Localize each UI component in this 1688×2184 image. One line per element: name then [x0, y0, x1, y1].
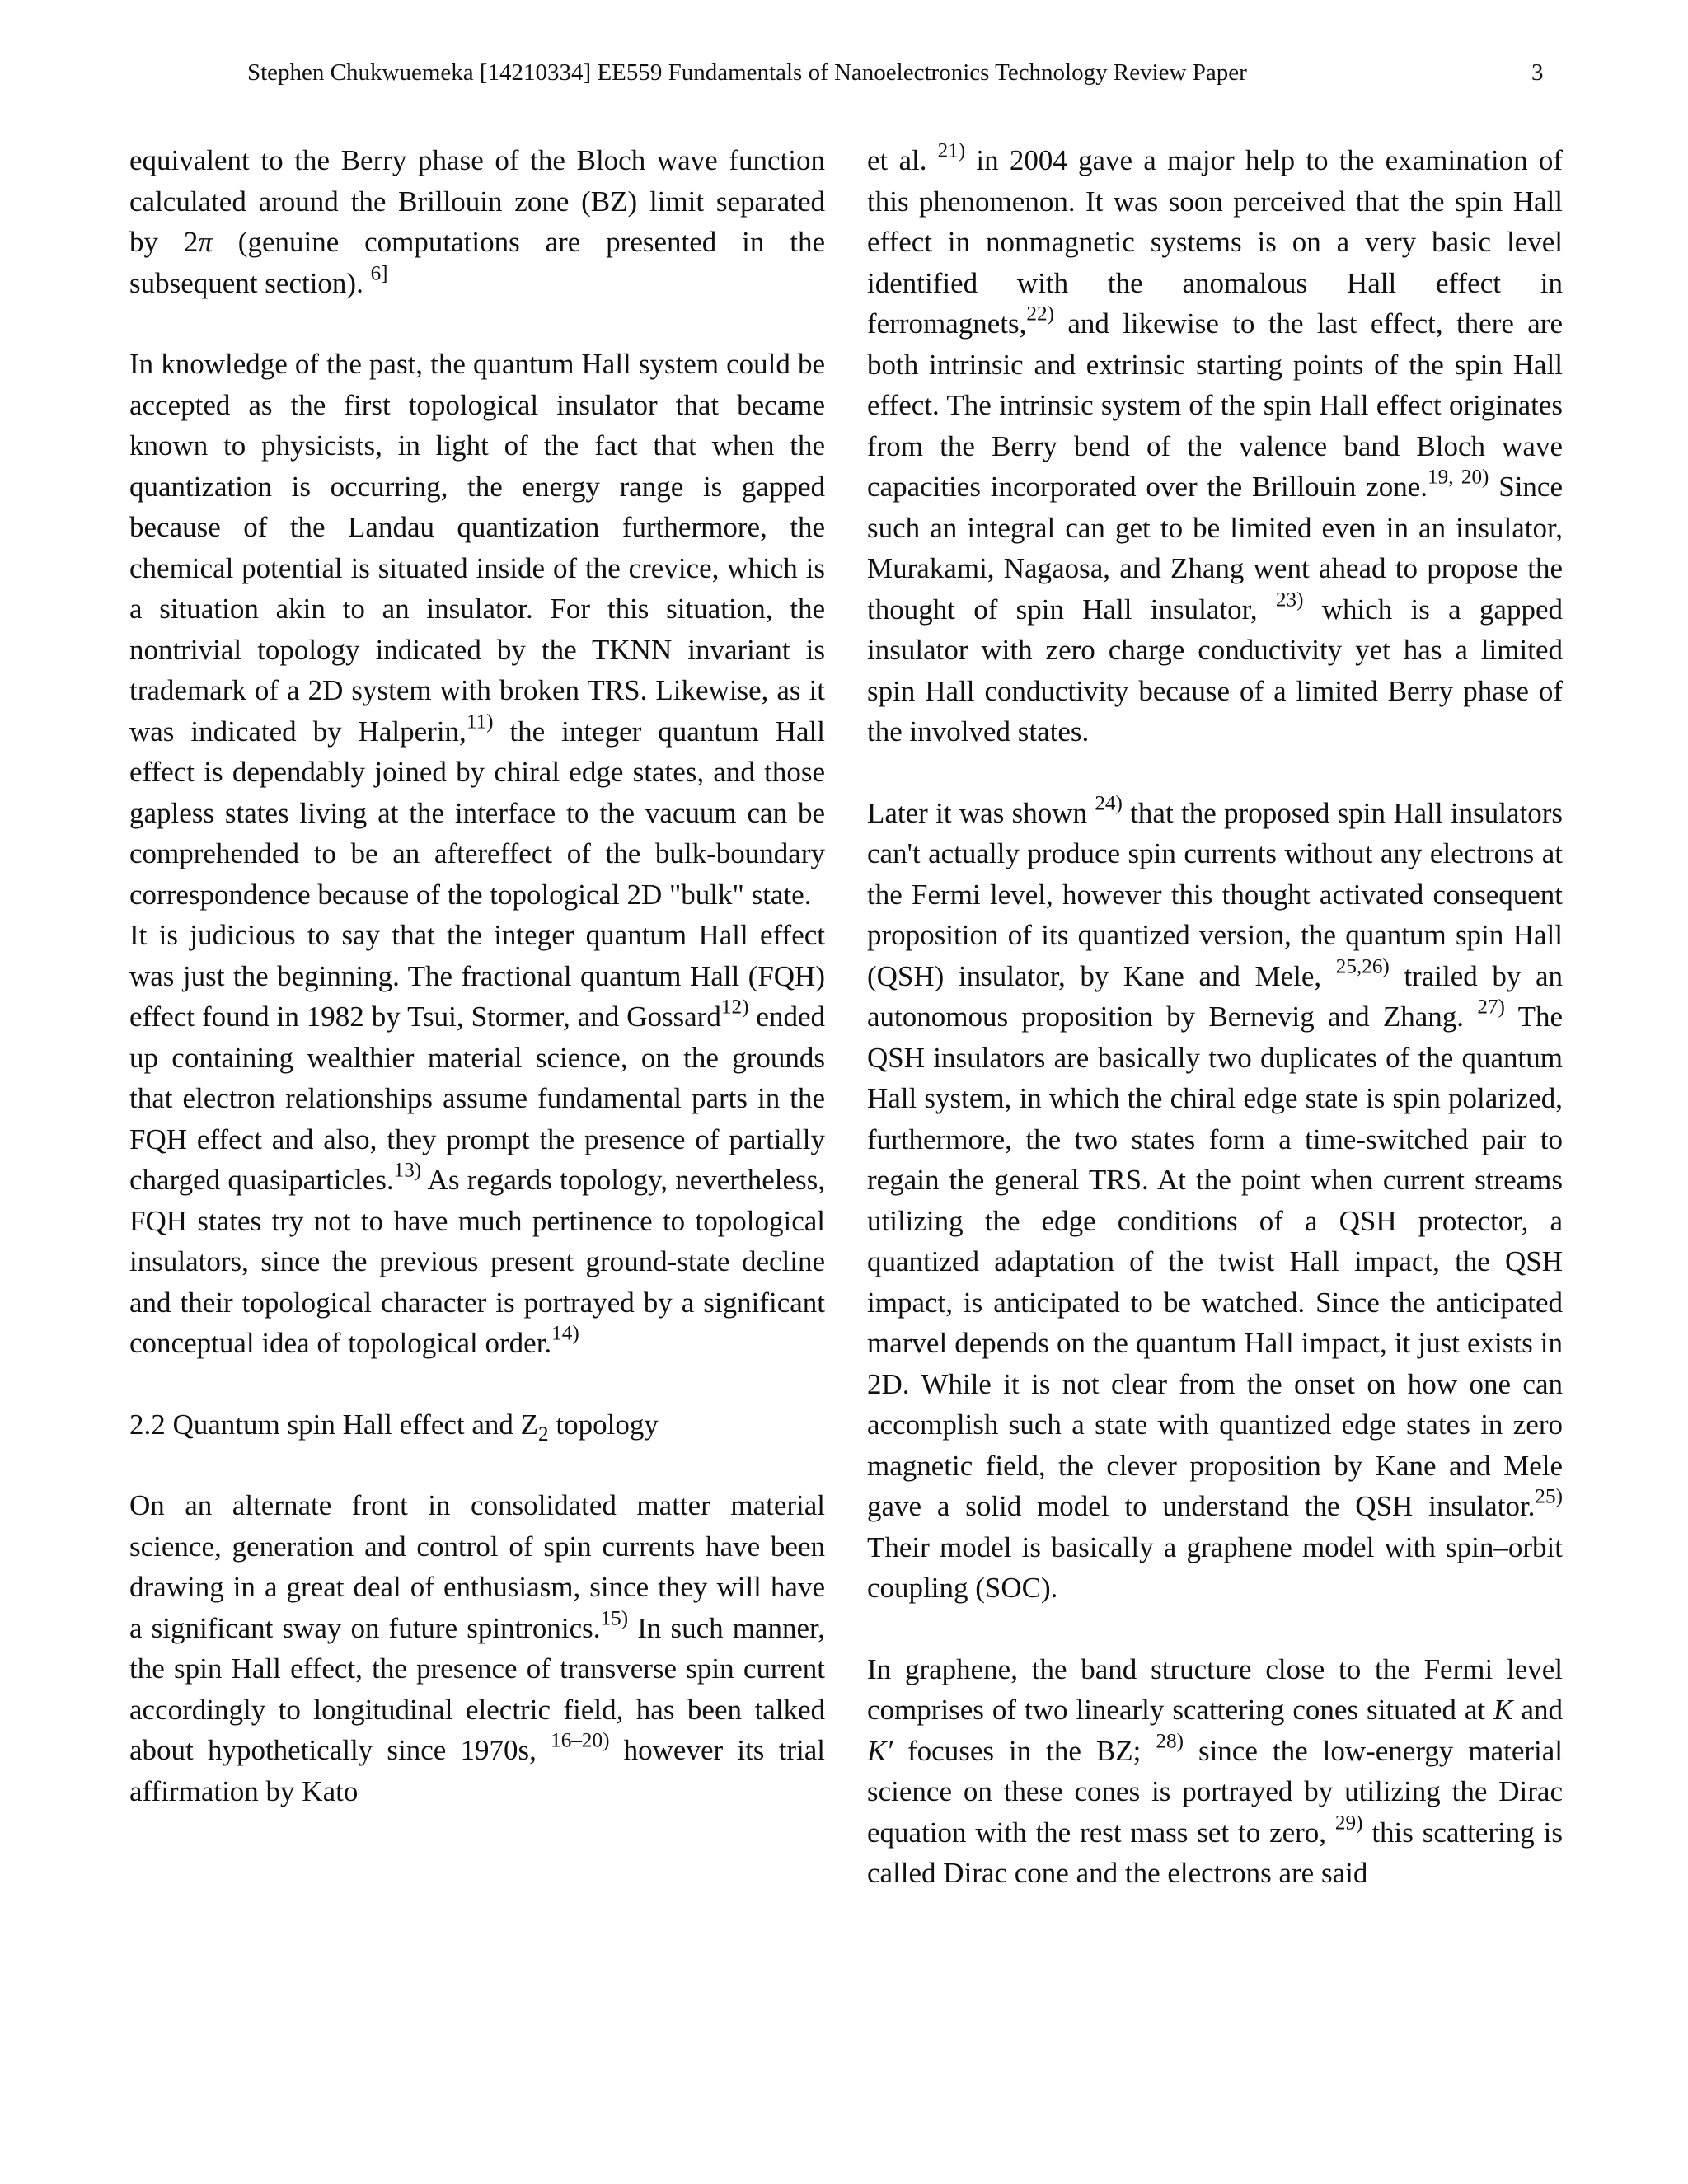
- reference-superscript: 12): [720, 996, 749, 1019]
- k-symbol: K: [1493, 1694, 1513, 1726]
- text-span: equivalent to the Berry phase of the Bloch wave function calculated around the Brillouin zone (BZ) limit separated by 2: [129, 144, 825, 258]
- reference-superscript: 14): [551, 1322, 579, 1345]
- reference-superscript: 25,26): [1335, 954, 1390, 977]
- reference-superscript: 29): [1334, 1811, 1363, 1834]
- paragraph-berry-phase: [129, 140, 825, 303]
- section-heading-2-2: [129, 1404, 825, 1446]
- text-span: and likewise to the last effect, there are both intrinsic and extrinsic starting points of the spin Hall effect. The intrinsic system of the spin Hall effect originates from the Berry bend of the valence band Bloch wave capacities incorporated over the Brillouin zone.: [867, 307, 1563, 503]
- text-span: which is a gapped insulator with zero charge conductivity yet has a limited spin Hall conductivity because of a limited Berry phase of the involved states.: [867, 593, 1563, 748]
- text-span: the integer quantum Hall effect is dependably joined by chiral edge states, and those gapless states living at the interface to the vacuum can be comprehended to be an aftereffect of the bulk-boundary correspondence because of the topological 2D "bulk" state.: [129, 715, 825, 911]
- text-span: In knowledge of the past, the quantum Hall system could be accepted as the first topological insulator that became known to physicists, in light of the fact that when the quantization is occurring, the energy range is gapped because of the Landau quantization furthermore, the chemical potential is situated inside of the crevice, which is a situation akin to an insulator. For this situation, the nontrivial topology indicated by the TKNN invariant is trademark of a 2D system with broken TRS. Likewise, as it was indicated by Halperin,: [129, 348, 825, 748]
- paragraph-quantum-hall-system: [129, 344, 825, 915]
- reference-superscript: 24): [1095, 791, 1123, 814]
- reference-superscript: 23): [1275, 588, 1304, 611]
- text-span: this scattering is called Dirac cone and the electrons are said: [867, 1816, 1563, 1889]
- paragraph-qsh-insulator: [867, 793, 1563, 1609]
- text-span: Since such an integral can get to be limited even in an insulator, Murakami, Nagaosa, and Zhang went ahead to propose the thought of spin Hall insulator,: [867, 471, 1563, 626]
- paragraph-spin-currents: [129, 1485, 825, 1811]
- reference-superscript: 11): [466, 710, 494, 733]
- text-span: however its trial affirmation by Kato: [129, 1734, 825, 1807]
- text-span: 2.2 Quantum spin Hall effect and Z: [129, 1408, 539, 1441]
- reference-superscript: 15): [600, 1606, 629, 1629]
- text-span: It is judicious to say that the integer quantum Hall effect was just the beginning. The fractional quantum Hall (FQH) effect found in 1982 by Tsui, Stormer, and Gossard: [129, 919, 825, 1033]
- paragraph-spin-hall-effect: [867, 140, 1563, 752]
- text-span: In such manner, the spin Hall effect, the presence of transverse spin current accordingly to longitudinal electric field, has been talked about hypothetically since 1970s,: [129, 1611, 826, 1766]
- text-span: ended up containing wealthier material science, on the grounds that electron relationships assume fundamental parts in the FQH effect and also, they prompt the presence of partially charged quasiparticles.: [129, 1001, 825, 1196]
- page-header: [0, 59, 1688, 99]
- text-span: Later it was shown: [867, 796, 1095, 829]
- text-span: focuses in the BZ;: [893, 1734, 1156, 1767]
- text-span: As regards topology, nevertheless, FQH states try not to have much pertinence to topological insulators, since the previous present ground-state decline and their topological character is portrayed by a significant conceptual idea of topological order.: [129, 1164, 825, 1359]
- text-span: The QSH insulators are basically two duplicates of the quantum Hall system, in which the chiral edge state is spin polarized, furthermore, the two states form a time-switched pair to regain the general TRS. At the point when current streams utilizing the edge conditions of a QSH protector, a quantized adaptation of the twist Hall impact, the QSH impact, is anticipated to be watched. Since the anticipated marvel depends on the quantum Hall impact, it just exists in 2D. While it is not clear from the onset on how one can accomplish such a state with quantized edge states in zero magnetic field, the clever proposition by Kane and Mele gave a solid model to understand the QSH insulator.: [867, 1001, 1563, 1522]
- left-column: [129, 140, 825, 1811]
- k-prime-symbol: K′: [867, 1734, 893, 1767]
- reference-superscript: 27): [1477, 996, 1505, 1019]
- running-header-title: Stephen Chukwuemeka [14210334] EE559 Fundamentals of Nanoelectronics Technology Review Paper: [247, 59, 1247, 86]
- paragraph-fractional-quantum-hall: [129, 915, 825, 1364]
- text-span: (genuine computations are presented in the subsequent section).: [129, 226, 825, 299]
- text-span: et al.: [867, 144, 938, 176]
- reference-superscript: 6]: [370, 261, 388, 284]
- reference-superscript: 16–20): [551, 1729, 610, 1752]
- reference-superscript: 28): [1156, 1729, 1184, 1752]
- paragraph-graphene: [867, 1649, 1563, 1894]
- reference-superscript: 21): [937, 139, 966, 162]
- text-span: that the proposed spin Hall insulators can't actually produce spin currents without any electrons at the Fermi level, however this thought activated consequent proposition of its quantized version, the quantum spin Hall (QSH) insulator, by Kane and Mele,: [867, 796, 1563, 992]
- text-span: On an alternate front in consolidated matter material science, generation and control of spin currents have been drawing in a great deal of enthusiasm, since they will have a significant sway on future spintronics.: [129, 1489, 825, 1644]
- right-column: [867, 140, 1563, 1894]
- text-span: In graphene, the band structure close to the Fermi level comprises of two linearly scattering cones situated at: [867, 1652, 1563, 1726]
- reference-superscript: 25): [1535, 1485, 1563, 1508]
- subscript: 2: [538, 1422, 549, 1446]
- text-span: Their model is basically a graphene model with spin–orbit coupling (SOC).: [867, 1530, 1563, 1604]
- pi-symbol: π: [198, 226, 213, 258]
- reference-superscript: 22): [1026, 302, 1054, 326]
- text-span: in 2004 gave a major help to the examination of this phenomenon. It was soon perceived that the spin Hall effect in nonmagnetic systems is on a very basic level identified with the anomalous Hall effect in ferromagnets,: [867, 144, 1563, 340]
- text-span: since the low-energy material science on these cones is portrayed by utilizing the Dirac equation with the rest mass set to zero,: [867, 1734, 1563, 1849]
- reference-superscript: 19, 20): [1428, 466, 1489, 489]
- page-number: 3: [1531, 59, 1544, 86]
- text-span: and: [1512, 1694, 1563, 1726]
- reference-superscript: 13): [393, 1159, 422, 1182]
- text-span: trailed by an autonomous proposition by Bernevig and Zhang.: [867, 959, 1563, 1033]
- text-span: topology: [548, 1408, 659, 1441]
